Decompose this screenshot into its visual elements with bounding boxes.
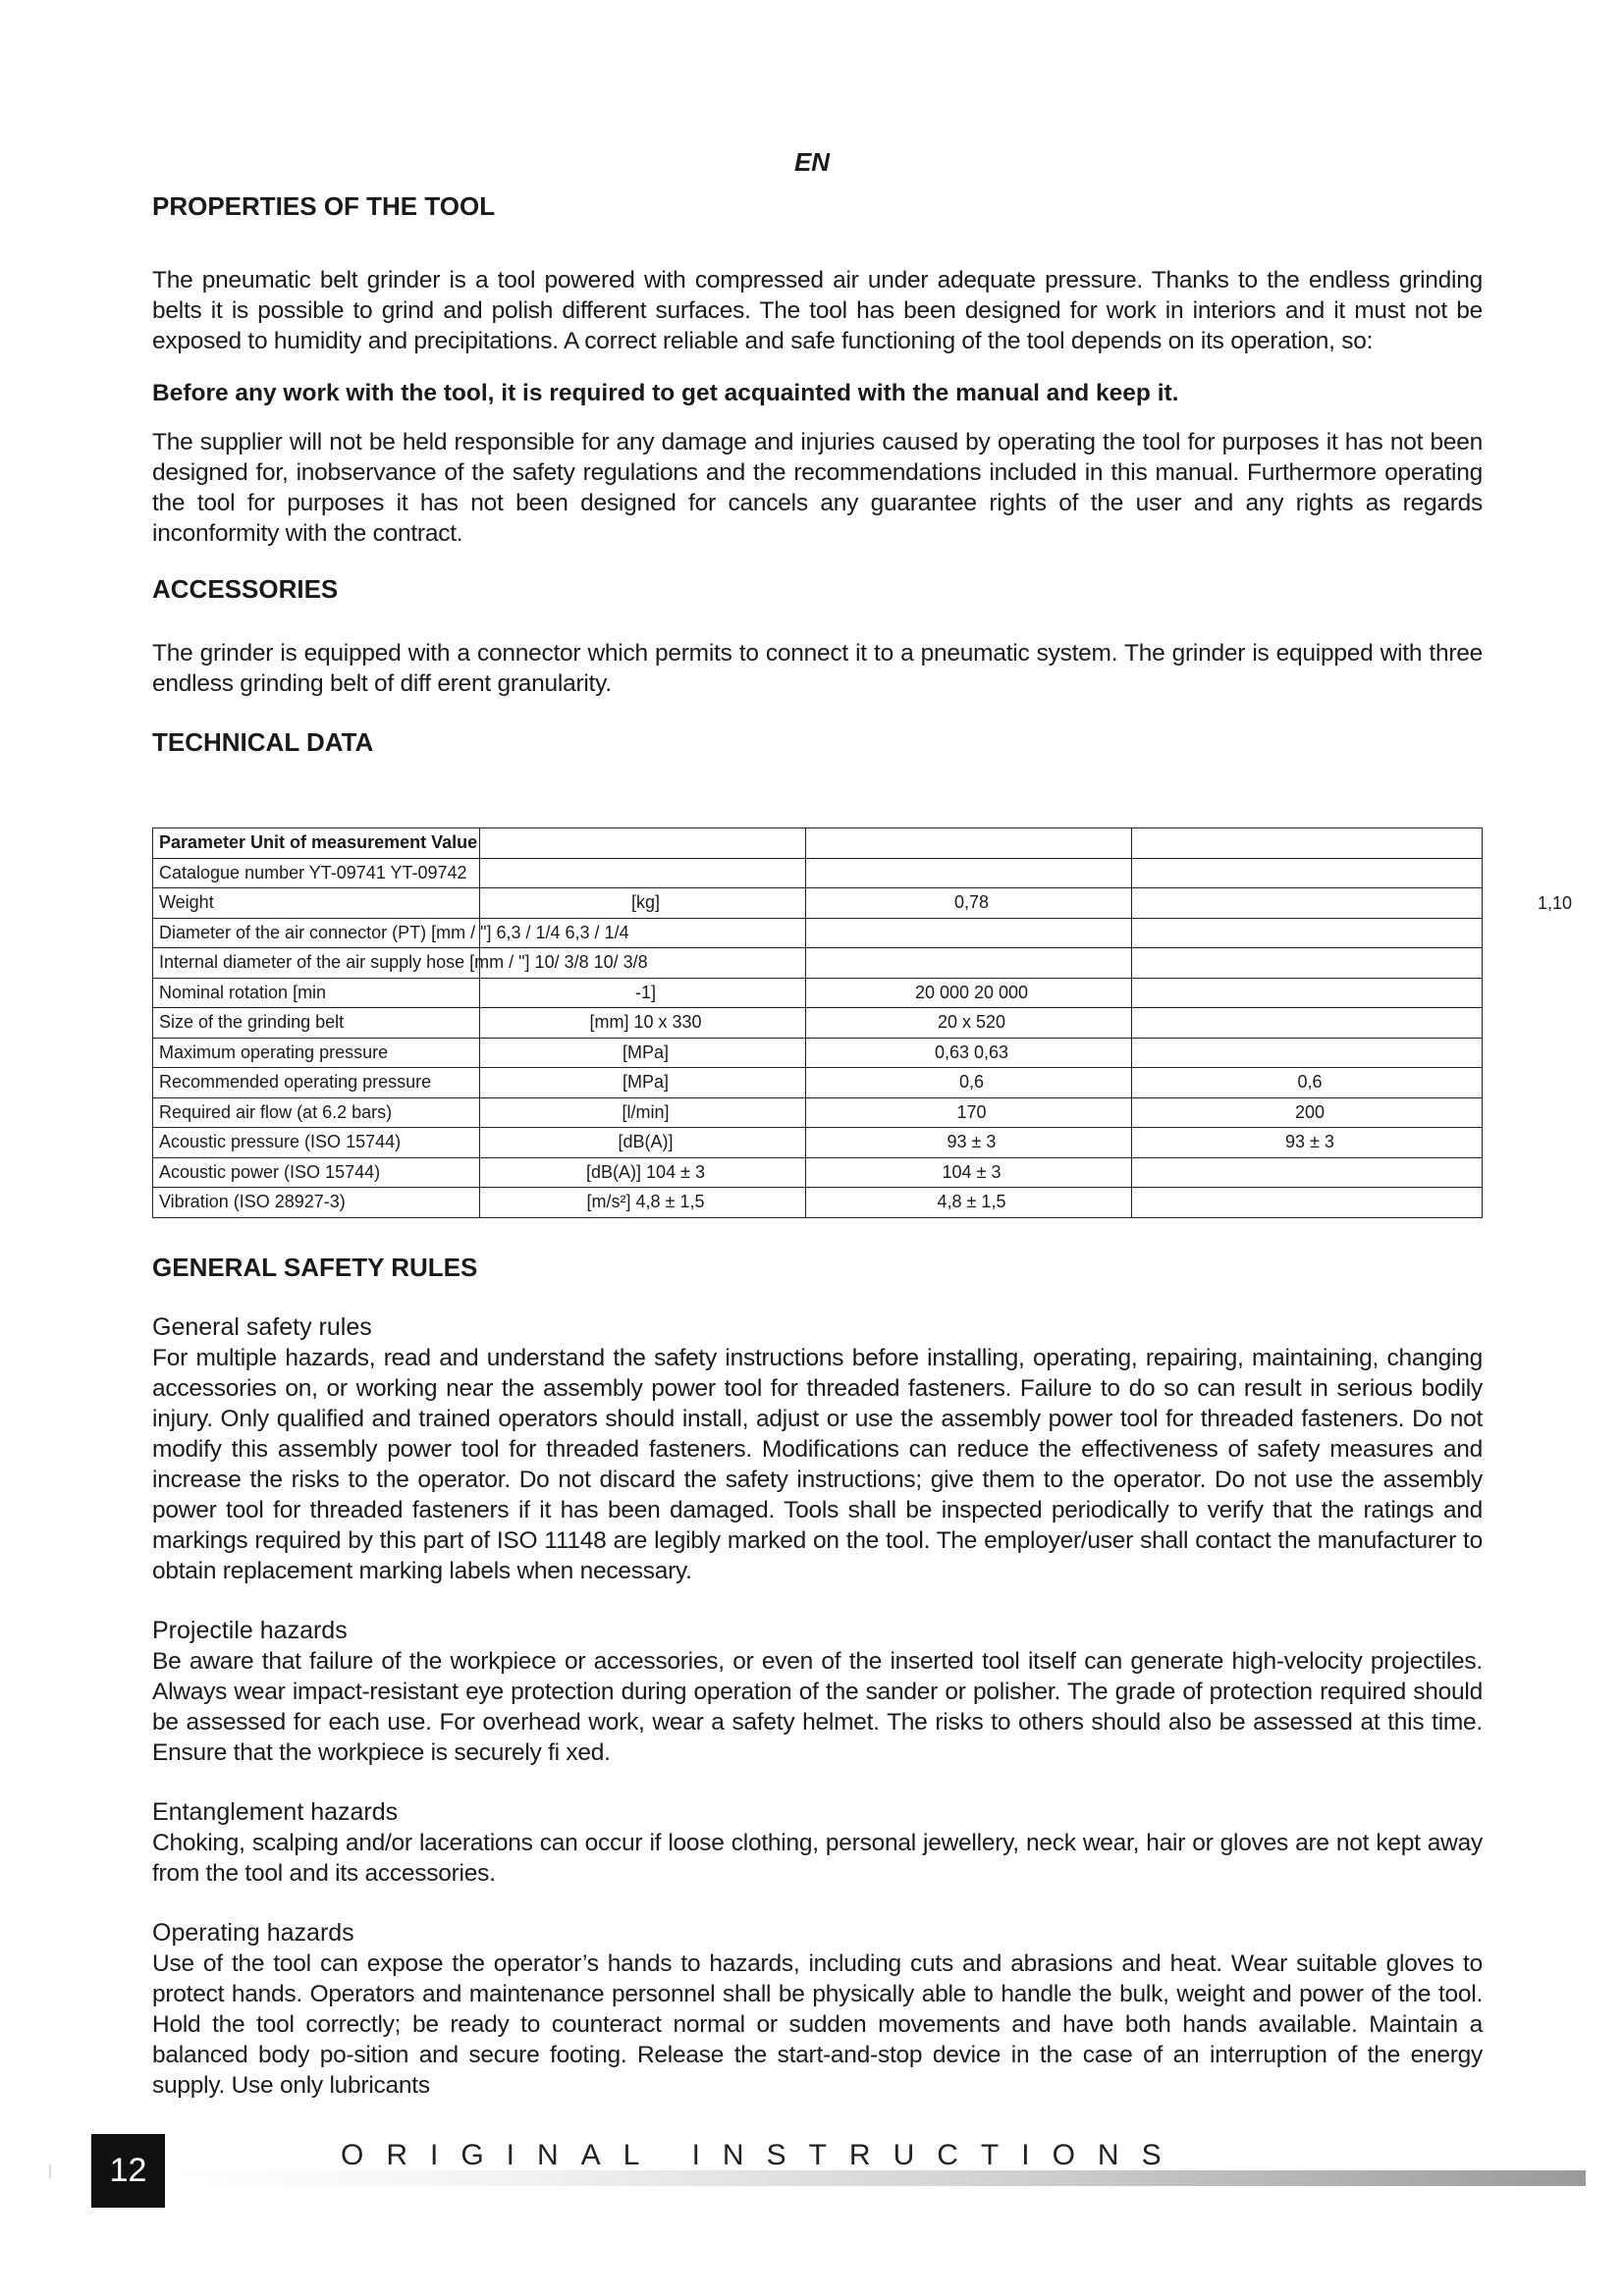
table-cell [806, 828, 1132, 859]
projectile-subheading: Projectile hazards [152, 1617, 348, 1644]
table-cell: 0,63 0,63 [806, 1038, 1132, 1068]
entanglement-paragraph: Choking, scalping and/or lacerations can occur if loose clothing, personal jewellery, neck wear, hair or gloves are not kept away from the tool and its accessories. [152, 1830, 1483, 1887]
table-cell [1132, 828, 1483, 859]
table-row [153, 1068, 1483, 1098]
table-cell [480, 858, 806, 888]
table-cell [806, 918, 1132, 948]
table-cell [1132, 1038, 1483, 1068]
table-cell [1132, 1157, 1483, 1188]
table-cell: [MPa] [480, 1068, 806, 1098]
table-cell: Weight [153, 888, 480, 919]
table-cell: 20 000 20 000 [806, 978, 1132, 1008]
table-row [153, 888, 1483, 919]
table-cell: Diameter of the air connector (PT) [mm / "] 6,3 / 1/4 6,3 / 1/4 [153, 918, 480, 948]
table-cell: Catalogue number YT-09741 YT-09742 [153, 858, 480, 888]
table-cell [1132, 888, 1483, 919]
operating-subheading: Operating hazards [152, 1919, 354, 1947]
table-cell: Vibration (ISO 28927-3) [153, 1188, 480, 1218]
table-cell: -1] [480, 978, 806, 1008]
table-cell: [l/min] [480, 1097, 806, 1128]
table-row [153, 918, 1483, 948]
table-cell [1132, 948, 1483, 979]
table-cell: 4,8 ± 1,5 [806, 1188, 1132, 1218]
safety-section [152, 1253, 1483, 2101]
table-cell [1132, 1188, 1483, 1218]
properties-heading: PROPERTIES OF THE TOOL [152, 191, 496, 221]
table-cell: [mm] 10 x 330 [480, 1008, 806, 1039]
table-cell: Required air flow (at 6.2 bars) [153, 1097, 480, 1128]
table-cell: Maximum operating pressure [153, 1038, 480, 1068]
document-body [152, 191, 1483, 758]
technical-data-table [152, 828, 1483, 1218]
table-cell: 93 ± 3 [1132, 1128, 1483, 1158]
table-cell: [m/s²] 4,8 ± 1,5 [480, 1188, 806, 1218]
entanglement-subheading: Entanglement hazards [152, 1798, 399, 1826]
table-cell: Parameter Unit of measurement Value [153, 828, 480, 859]
page-number-badge: 12 [91, 2134, 165, 2208]
table-cell: 104 ± 3 [806, 1157, 1132, 1188]
table-cell [1132, 858, 1483, 888]
footer-title: ORIGINAL INSTRUCTIONS [341, 2139, 1184, 2171]
table-cell [806, 948, 1132, 979]
table-row [153, 1008, 1483, 1039]
footer-gradient-bar [167, 2170, 1586, 2186]
table-row [153, 1157, 1483, 1188]
table-cell: Nominal rotation [min [153, 978, 480, 1008]
outside-table-value: 1,10 [1538, 893, 1573, 913]
table-cell: [kg] [480, 888, 806, 919]
general-subheading: General safety rules [152, 1313, 372, 1341]
table-cell: [dB(A)] [480, 1128, 806, 1158]
table-cell [806, 858, 1132, 888]
table-row [153, 1097, 1483, 1128]
table-row [153, 978, 1483, 1008]
table-cell: 0,6 [1132, 1068, 1483, 1098]
table-cell [1132, 1008, 1483, 1039]
properties-paragraph-1: The pneumatic belt grinder is a tool powered with compressed air under adequate pressure. Thanks to the endless grinding belts it is possible to grind and polish different surfaces. The tool has been designed for work in interiors and it must not be exposed to humidity and precipitations. A correct reliable and safe functioning of the tool depends on its operation, so: [152, 267, 1483, 354]
accessories-heading: ACCESSORIES [152, 574, 339, 604]
table-cell: 0,6 [806, 1068, 1132, 1098]
table-row [153, 828, 1483, 859]
table-cell: Internal diameter of the air supply hose [mm / "] 10/ 3/8 10/ 3/8 [153, 948, 480, 979]
table-row [153, 948, 1483, 979]
table-cell: Acoustic pressure (ISO 15744) [153, 1128, 480, 1158]
table-cell: [dB(A)] 104 ± 3 [480, 1157, 806, 1188]
table-cell: 170 [806, 1097, 1132, 1128]
table-cell: Recommended operating pressure [153, 1068, 480, 1098]
properties-bold-note: Before any work with the tool, it is required to get acquainted with the manual and keep it. [152, 380, 1179, 406]
general-paragraph: For multiple hazards, read and understand the safety instructions before installing, operating, repairing, maintaining, changing accessories on, or working near the assembly power tool for threaded fasteners. Failure to do so can result in serious bodily injury. Only qualified and trained operators should install, adjust or use the assembly power tool for threaded fasteners. Do not modify this assembly power tool for threaded fasteners. Modifications can reduce the effectiveness of safety measures and increase the risks to the operator. Do not discard the safety instructions; give them to the operator. Do not use the assembly power tool for threaded fasteners if it has been damaged. Tools shall be inspected periodically to verify that the ratings and markings required by this part of ISO 11148 are legibly marked on the tool. The employer/user shall contact the manufacturer to obtain replacement marking labels when necessary. [152, 1345, 1483, 1584]
table-cell: 0,78 [806, 888, 1132, 919]
accessories-paragraph: The grinder is equipped with a connector which permits to connect it to a pneumatic system. The grinder is equipped with three endless grinding belt of diff erent granularity. [152, 640, 1483, 697]
table-cell: 20 x 520 [806, 1008, 1132, 1039]
projectile-paragraph: Be aware that failure of the workpiece or accessories, or even of the inserted tool itself can generate high-velocity projectiles. Always wear impact-resistant eye protection during operation of the sander or polisher. The grade of protection required should be assessed for each use. For overhead work, wear a safety helmet. The risks to others should also be assessed at this time. Ensure that the workpiece is securely fi xed. [152, 1648, 1483, 1766]
table-row [153, 1038, 1483, 1068]
table-cell: Acoustic power (ISO 15744) [153, 1157, 480, 1188]
table-cell [1132, 978, 1483, 1008]
table-cell [1132, 918, 1483, 948]
table-cell: 93 ± 3 [806, 1128, 1132, 1158]
table-cell: [MPa] [480, 1038, 806, 1068]
table-row [153, 1188, 1483, 1218]
table-row [153, 1128, 1483, 1158]
safety-heading: GENERAL SAFETY RULES [152, 1253, 478, 1282]
table-cell: Size of the grinding belt [153, 1008, 480, 1039]
table-cell [480, 828, 806, 859]
footer-tick-mark [49, 2164, 51, 2178]
properties-paragraph-2: The supplier will not be held responsible for any damage and injuries caused by operating the tool for purposes it has not been designed for, inobservance of the safety regulations and the recommendations included in this manual. Furthermore operating the tool for purposes it has not been designed for cancels any guarantee rights of the user and any rights as regards inconformity with the contract. [152, 429, 1483, 547]
table-row [153, 858, 1483, 888]
technical-data-heading: TECHNICAL DATA [152, 727, 374, 757]
table-cell: 200 [1132, 1097, 1483, 1128]
operating-paragraph: Use of the tool can expose the operator’s hands to hazards, including cuts and abrasions and heat. Wear suitable gloves to protect hands. Operators and maintenance personnel shall be physically able to handle the bulk, weight and power of the tool. Hold the tool correctly; be ready to counteract normal or sudden movements and have both hands available. Maintain a balanced body po-sition and secure footing. Release the start-and-stop device in the case of an interruption of the energy supply. Use only lubricants [152, 1950, 1483, 2099]
language-label: EN [793, 147, 831, 177]
